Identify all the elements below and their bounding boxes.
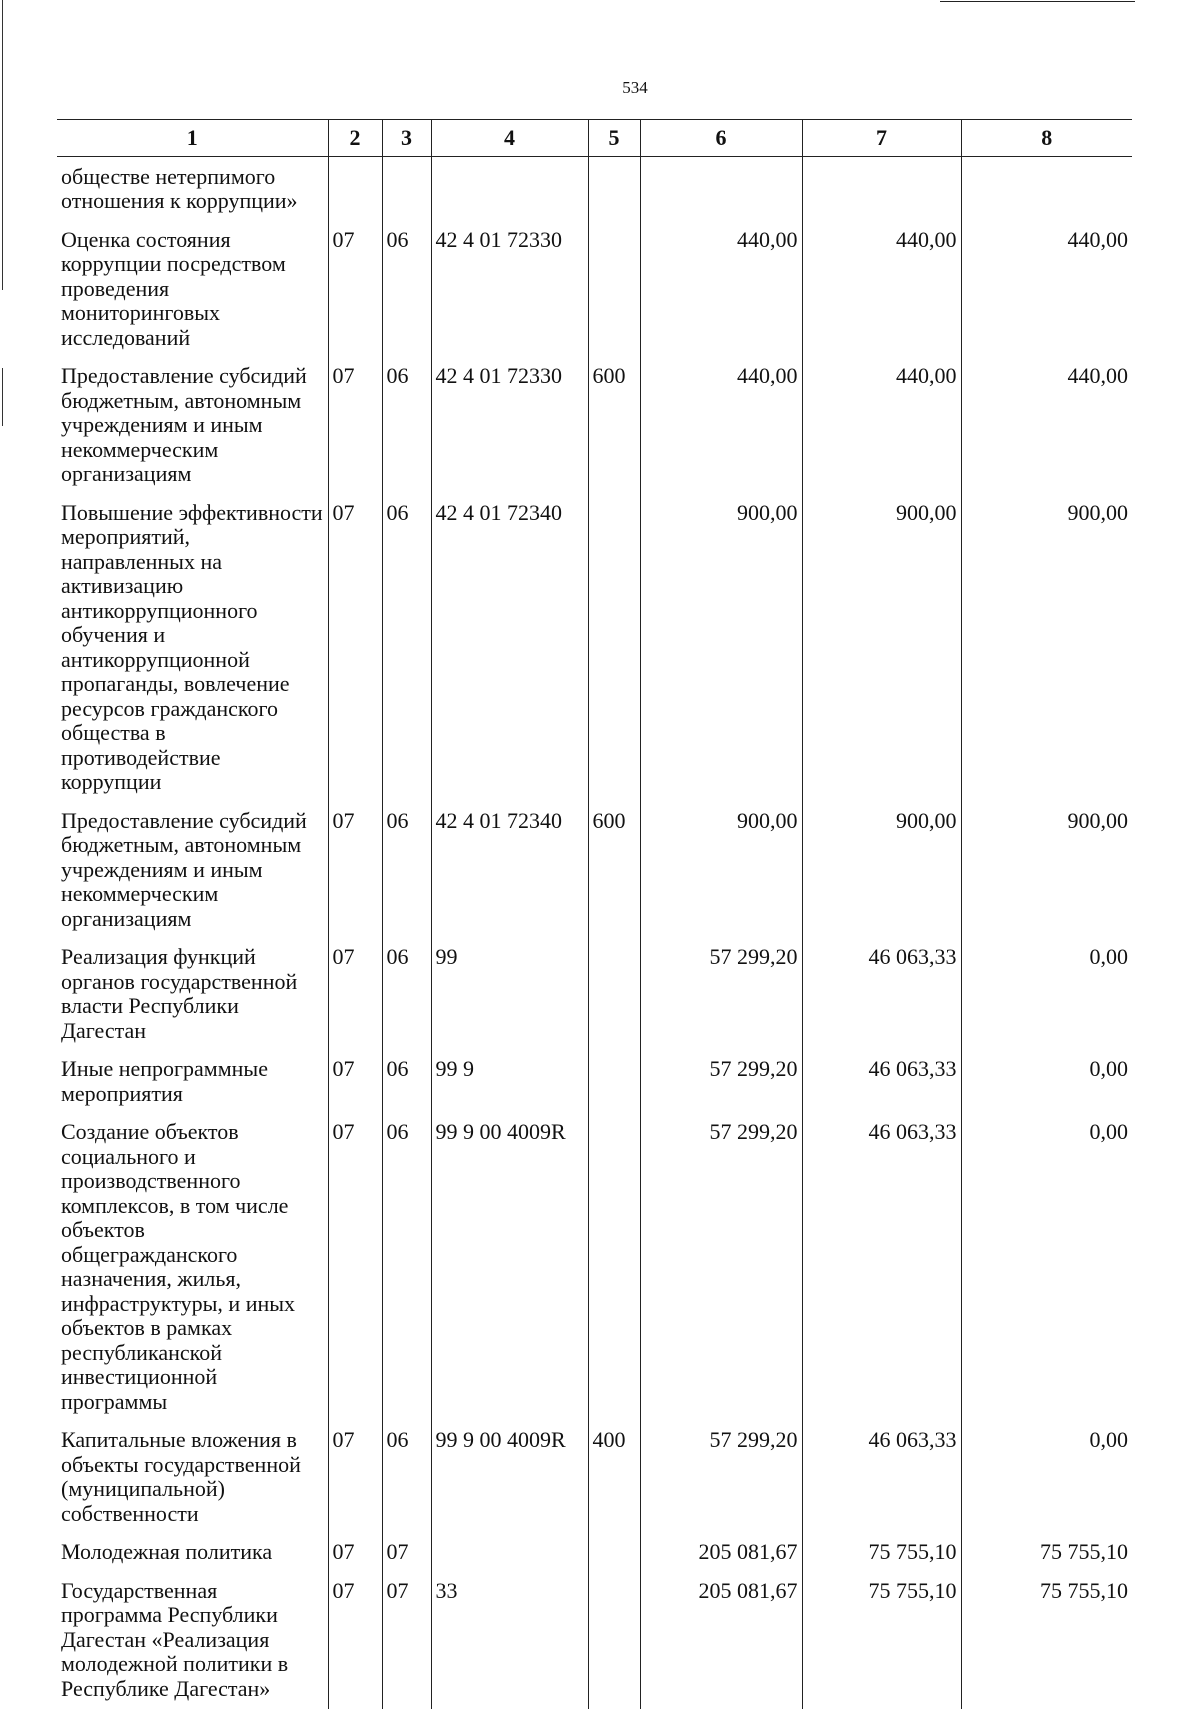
cell-amount-7: 900,00 — [802, 801, 961, 938]
cell-amount-8: 75 755,10 — [961, 1571, 1132, 1710]
cell-expense-type — [588, 1112, 640, 1420]
cell-amount-8: 75 755,10 — [961, 1532, 1132, 1571]
row-name: Иные непрограммные мероприятия — [61, 1056, 268, 1106]
cell-subsection: 06 — [382, 220, 431, 357]
row-name: Создание объектов социального и производственного комплексов, в том числе объектов общегражданского назначения, жилья, инфраструктуры, и иных объектов в рамках республиканской инвестиционной программы — [61, 1119, 296, 1414]
cell-amount-6: 900,00 — [640, 493, 802, 801]
row-name: обществе нетерпимого отношения к коррупции» — [61, 163, 298, 213]
table-row — [57, 937, 1132, 1049]
cell-amount-7: 900,00 — [802, 493, 961, 801]
row-name: Реализация функций органов государственной власти Республики Дагестан — [61, 944, 298, 1043]
cell-amount-6: 205 081,67 — [640, 1532, 802, 1571]
cell-target-article: 33 — [431, 1571, 588, 1710]
top-rule — [940, 1, 1135, 2]
cell-section: 07 — [328, 1571, 382, 1710]
cell-expense-type — [588, 1532, 640, 1571]
row-name: Государственная программа Республики Дагестан «Реализация молодежной политики в Республике Дагестан» — [61, 1577, 289, 1701]
column-header: 4 — [431, 120, 588, 157]
cell-amount-6: 205 081,67 — [640, 1571, 802, 1710]
cell-subsection: 06 — [382, 356, 431, 493]
row-name: Повышение эффективности мероприятий, направленных на активизацию антикоррупционного обучения и антикоррупционной пропаганды, вовлечение ресурсов гражданского общества в противодействие коррупции — [61, 499, 323, 794]
cell-amount-7 — [802, 156, 961, 220]
row-name: Молодежная политика — [61, 1539, 273, 1564]
cell-expense-type: 600 — [588, 356, 640, 493]
cell-section: 07 — [328, 1112, 382, 1420]
cell-amount-7: 46 063,33 — [802, 1112, 961, 1420]
table-header-row — [57, 120, 1132, 157]
cell-amount-6: 57 299,20 — [640, 1420, 802, 1532]
cell-subsection — [382, 156, 431, 220]
cell-subsection: 06 — [382, 937, 431, 1049]
cell-section: 07 — [328, 356, 382, 493]
cell-subsection: 06 — [382, 1049, 431, 1112]
cell-expense-type: 400 — [588, 1420, 640, 1532]
table-row — [57, 1532, 1132, 1571]
cell-section: 07 — [328, 937, 382, 1049]
cell-subsection: 06 — [382, 1420, 431, 1532]
column-header: 7 — [802, 120, 961, 157]
cell-subsection: 07 — [382, 1532, 431, 1571]
table-row — [57, 1049, 1132, 1112]
cell-amount-6: 57 299,20 — [640, 1112, 802, 1420]
cell-amount-8: 0,00 — [961, 1112, 1132, 1420]
row-name: Предоставление субсидий бюджетным, автономным учреждениям и иным некоммерческим организациям — [61, 807, 307, 931]
page-number: 534 — [622, 78, 648, 97]
cell-target-article: 42 4 01 72330 — [431, 356, 588, 493]
cell-section: 07 — [328, 1049, 382, 1112]
cell-expense-type: 600 — [588, 801, 640, 938]
row-name: Предоставление субсидий бюджетным, автономным учреждениям и иным некоммерческим организациям — [61, 363, 307, 486]
cell-section: 07 — [328, 801, 382, 938]
cell-subsection: 06 — [382, 801, 431, 938]
cell-expense-type — [588, 937, 640, 1049]
cell-amount-8: 440,00 — [961, 356, 1132, 493]
cell-amount-7: 440,00 — [802, 356, 961, 493]
row-name: Оценка состояния коррупции посредством проведения мониторинговых исследований — [61, 226, 286, 350]
cell-amount-8: 900,00 — [961, 801, 1132, 938]
column-header: 2 — [328, 120, 382, 157]
cell-expense-type — [588, 220, 640, 357]
cell-amount-6: 900,00 — [640, 801, 802, 938]
cell-section: 07 — [328, 220, 382, 357]
cell-target-article: 99 9 00 4009R — [431, 1112, 588, 1420]
table-row — [57, 356, 1132, 493]
cell-target-article: 42 4 01 72340 — [431, 801, 588, 938]
column-header: 8 — [961, 120, 1132, 157]
cell-section: 07 — [328, 1532, 382, 1571]
cell-target-article: 99 9 — [431, 1049, 588, 1112]
cell-target-article: 99 — [431, 937, 588, 1049]
cell-amount-7: 46 063,33 — [802, 1049, 961, 1112]
cell-expense-type — [588, 1571, 640, 1710]
cell-amount-8 — [961, 156, 1132, 220]
cell-amount-7: 46 063,33 — [802, 937, 961, 1049]
cell-section: 07 — [328, 1420, 382, 1532]
cell-amount-6: 57 299,20 — [640, 937, 802, 1049]
cell-amount-7: 440,00 — [802, 220, 961, 357]
cell-amount-7: 75 755,10 — [802, 1571, 961, 1710]
cell-amount-8: 0,00 — [961, 1049, 1132, 1112]
cell-amount-7: 75 755,10 — [802, 1532, 961, 1571]
cell-subsection: 06 — [382, 1112, 431, 1420]
scan-edge-mark — [2, 0, 3, 290]
cell-expense-type — [588, 493, 640, 801]
column-header: 5 — [588, 120, 640, 157]
column-header: 1 — [57, 120, 328, 157]
cell-expense-type — [588, 156, 640, 220]
scan-edge-mark — [2, 368, 3, 426]
cell-subsection: 06 — [382, 493, 431, 801]
table-row — [57, 1420, 1132, 1532]
budget-table — [57, 119, 1132, 1709]
cell-expense-type — [588, 1049, 640, 1112]
table-row — [57, 1112, 1132, 1420]
cell-amount-6: 440,00 — [640, 220, 802, 357]
cell-target-article: 42 4 01 72340 — [431, 493, 588, 801]
column-header: 3 — [382, 120, 431, 157]
column-header: 6 — [640, 120, 802, 157]
cell-section — [328, 156, 382, 220]
cell-target-article: 99 9 00 4009R — [431, 1420, 588, 1532]
cell-amount-6: 57 299,20 — [640, 1049, 802, 1112]
table-row — [57, 1571, 1132, 1710]
cell-amount-6 — [640, 156, 802, 220]
cell-subsection: 07 — [382, 1571, 431, 1710]
cell-amount-7: 46 063,33 — [802, 1420, 961, 1532]
cell-amount-6: 440,00 — [640, 356, 802, 493]
cell-target-article — [431, 1532, 588, 1571]
row-name: Капитальные вложения в объекты государственной (муниципальной) собственности — [61, 1427, 301, 1526]
cell-amount-8: 440,00 — [961, 220, 1132, 357]
table-row — [57, 801, 1132, 938]
table-row — [57, 156, 1132, 220]
cell-amount-8: 0,00 — [961, 1420, 1132, 1532]
cell-amount-8: 900,00 — [961, 493, 1132, 801]
table-row — [57, 220, 1132, 357]
cell-section: 07 — [328, 493, 382, 801]
table-row — [57, 493, 1132, 801]
cell-amount-8: 0,00 — [961, 937, 1132, 1049]
cell-target-article — [431, 156, 588, 220]
cell-target-article: 42 4 01 72330 — [431, 220, 588, 357]
